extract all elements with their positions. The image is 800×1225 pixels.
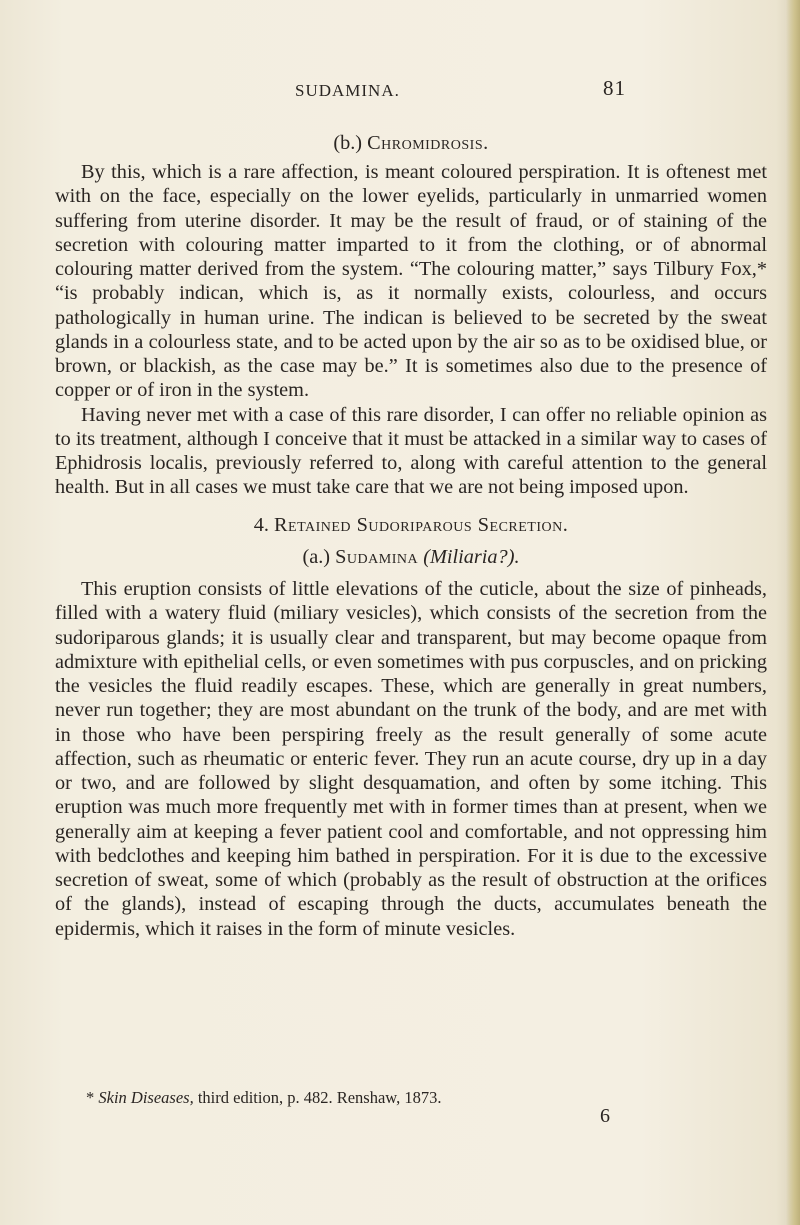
section-a-heading: [55, 545, 767, 569]
section-4-title: Retained Sudoriparous Secretion.: [273, 514, 569, 536]
section-4-heading: [55, 513, 767, 537]
section-a-label: (a.): [302, 546, 331, 568]
signature-mark: 6: [600, 1105, 610, 1127]
section-b-body: [55, 160, 767, 500]
footnote: [86, 1088, 686, 1108]
section-b-title: Chromidrosis.: [367, 132, 489, 154]
page-number: 81: [603, 76, 626, 100]
footnote-details: third edition, p. 482. Renshaw, 1873.: [197, 1088, 442, 1107]
footnote-title: Skin Diseases,: [98, 1088, 194, 1107]
section-a-paragraph-1: This eruption consists of little elevations of the cuticle, about the size of pinheads, filled with a watery fluid (miliary vesicles), which consists of the secretion from the sudoriparous glands; it is usually clear and transparent, but may become opaque from admixture with epithelial cells, or even sometimes with pus corpuscles, and on pricking the vesicles the fluid readily escapes. These, which are generally in great numbers, never run together; they are most abundant on the trunk of the body, and are met with in those who have been perspiring freely as the result generally of some acute affection, such as rheumatic or enteric fever. They run an acute course, dry up in a day or two, and are followed by slight desquamation, and often by some itching. This eruption was much more frequently met with in former times than at present, when we generally aim at keeping a fever patient cool and comfortable, and not oppressing him with bedclothes and keeping him bathed in perspiration. For it is due to the excessive secretion of sweat, some of which (probably as the result of obstruction at the orifices of the glands), instead of escaping through the ducts, accumulates beneath the epidermis, which it raises in the form of minute vesicles.: [55, 578, 767, 940]
section-a-alt-title: (Miliaria?).: [423, 546, 520, 568]
page-edge: [786, 0, 800, 1225]
section-a-title: Sudamina: [335, 546, 419, 568]
footnote-marker: *: [86, 1088, 95, 1107]
running-title: SUDAMINA.: [295, 81, 400, 100]
section-b-heading: [55, 131, 767, 155]
section-b-paragraph-2: Having never met with a case of this rare disorder, I can offer no reliable opinion as to its treatment, although I conceive that it must be attacked in a similar way to cases of Ephidrosis localis, previously referred to, along with careful attention to the general health. But in all cases we must take care that we are not being imposed upon.: [55, 403, 767, 499]
running-header: [295, 76, 645, 106]
section-4-number: 4.: [253, 514, 269, 536]
section-b-label: (b.): [333, 132, 363, 154]
section-b-paragraph-1: By this, which is a rare affection, is meant coloured perspiration. It is oftenest met with on the face, especially on the lower eyelids, particularly in unmarried women suffering from uterine disorder. It may be the result of fraud, or of staining of the secretion with colouring matter imparted to it from the clothing, or of abnormal colouring matter derived from the system. “The colouring matter,” says Tilbury Fox,* “is probably indican, which is, as it normally exists, colourless, and occurs pathologically in human urine. The indican is believed to be secreted by the sweat glands in a colourless state, and to be acted upon by the air so as to be oxidised blue, or brown, or blackish, as the case may be.” It is sometimes also due to the presence of copper or of iron in the system.: [55, 161, 767, 402]
section-a-body: [55, 577, 767, 941]
